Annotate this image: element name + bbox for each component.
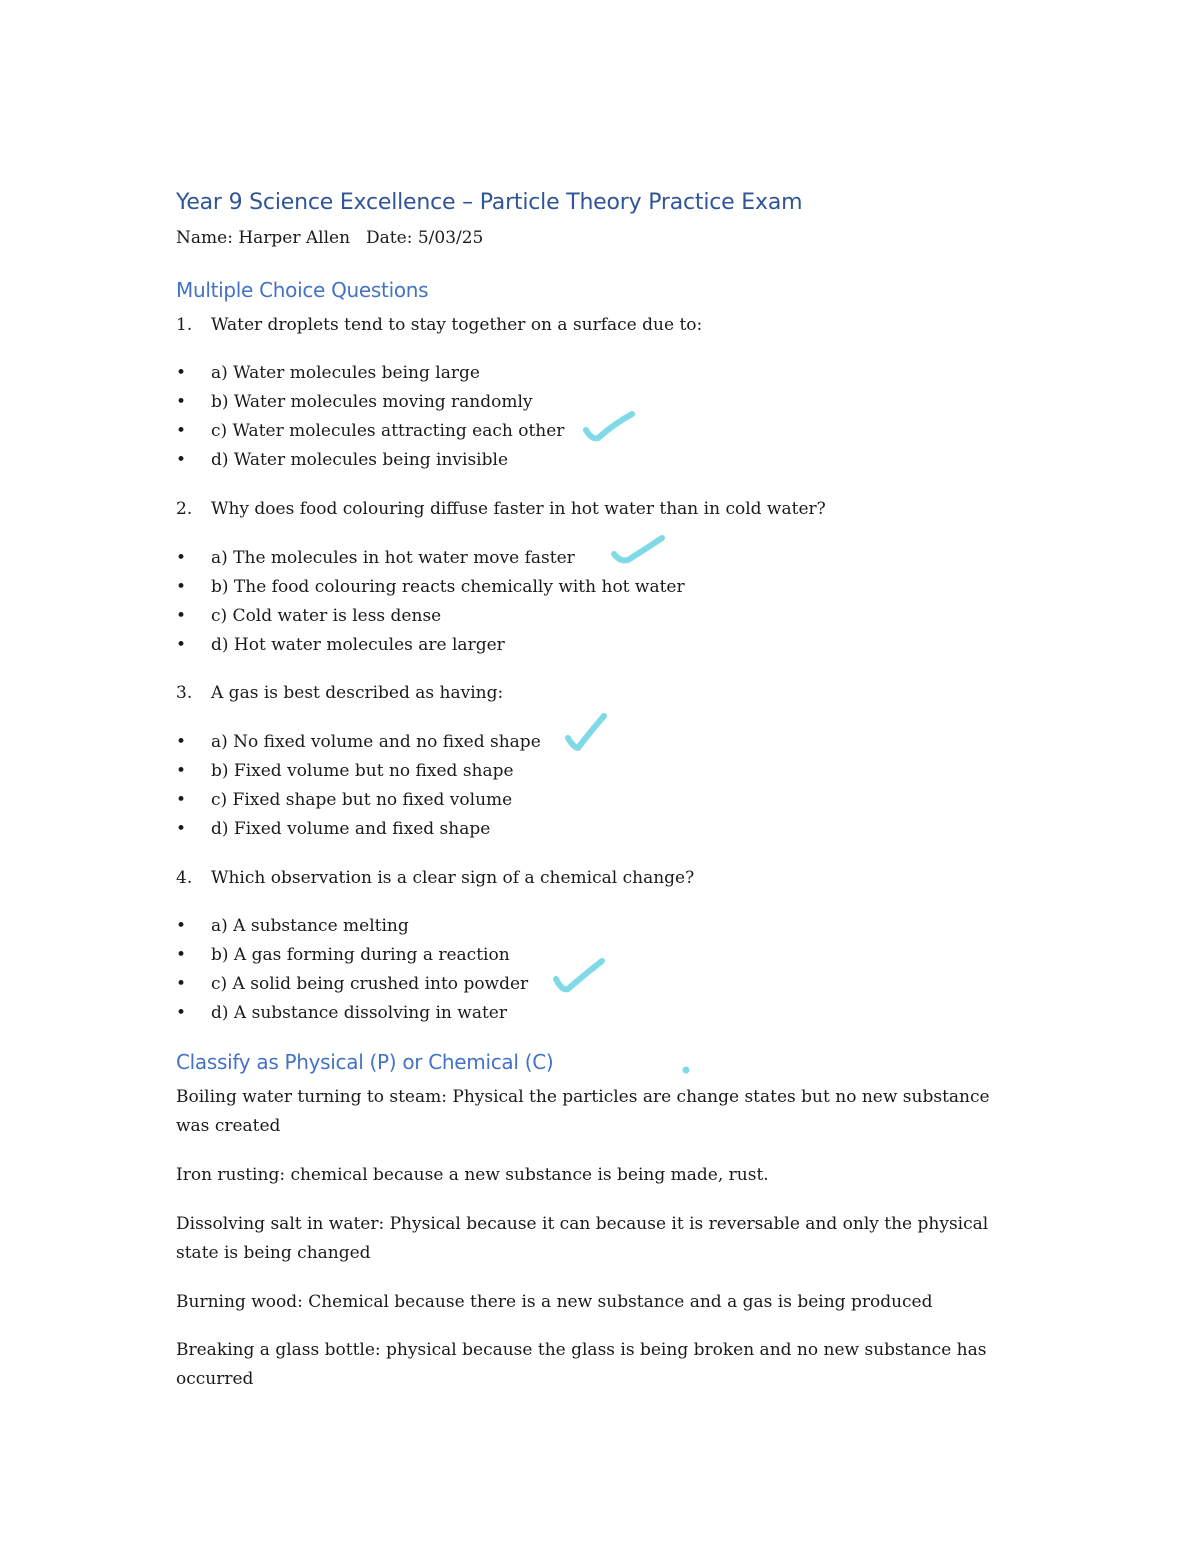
option-d: d) Water molecules being invisible: [211, 450, 509, 470]
bullet: •: [176, 450, 187, 470]
classify-answer-burning: Burning wood: Chemical because there is a new substance and a gas is being produced: [176, 1292, 933, 1312]
check-mark-icon: [608, 530, 670, 570]
option-d: d) Hot water molecules are larger: [211, 635, 505, 655]
exam-title: Year 9 Science Excellence – Particle Theory Practice Exam: [176, 190, 803, 215]
bullet: •: [176, 363, 187, 383]
bullet: •: [176, 606, 187, 626]
check-mark-icon: [580, 408, 640, 448]
question-text: Why does food colouring diffuse faster in hot water than in cold water?: [211, 499, 826, 519]
option-c: c) A solid being crushed into powder: [211, 974, 529, 994]
classify-answer-rusting: Iron rusting: chemical because a new substance is being made, rust.: [176, 1165, 769, 1185]
bullet: •: [176, 761, 187, 781]
bullet: •: [176, 916, 187, 936]
question-number: 3.: [176, 683, 193, 703]
check-mark-icon: [562, 710, 614, 756]
ink-dot-icon: [680, 1064, 692, 1076]
exam-date: Date: 5/03/25: [366, 228, 484, 248]
student-name: Name: Harper Allen: [176, 228, 351, 248]
option-c: c) Fixed shape but no fixed volume: [211, 790, 513, 810]
option-a: a) A substance melting: [211, 916, 409, 936]
question-number: 4.: [176, 868, 193, 888]
bullet: •: [176, 790, 187, 810]
classify-heading: Classify as Physical (P) or Chemical (C): [176, 1050, 554, 1074]
name-date-line: [176, 228, 483, 248]
option-b: b) Water molecules moving randomly: [211, 392, 533, 412]
bullet: •: [176, 577, 187, 597]
bullet: •: [176, 945, 187, 965]
question-number: 1.: [176, 315, 193, 335]
option-c: c) Water molecules attracting each other: [211, 421, 565, 441]
option-a: a) No fixed volume and no fixed shape: [211, 732, 541, 752]
bullet: •: [176, 421, 187, 441]
bullet: •: [176, 974, 187, 994]
option-b: b) A gas forming during a reaction: [211, 945, 510, 965]
bullet: •: [176, 548, 187, 568]
option-c: c) Cold water is less dense: [211, 606, 442, 626]
option-a: a) The molecules in hot water move faster: [211, 548, 575, 568]
question-text: Which observation is a clear sign of a chemical change?: [211, 868, 695, 888]
check-mark-icon: [550, 955, 610, 997]
question-number: 2.: [176, 499, 193, 519]
bullet: •: [176, 732, 187, 752]
option-b: b) Fixed volume but no fixed shape: [211, 761, 514, 781]
mcq-heading: Multiple Choice Questions: [176, 278, 429, 302]
option-d: d) Fixed volume and fixed shape: [211, 819, 491, 839]
question-text: A gas is best described as having:: [211, 683, 504, 703]
option-a: a) Water molecules being large: [211, 363, 480, 383]
option-d: d) A substance dissolving in water: [211, 1003, 507, 1023]
classify-answer-breaking: Breaking a glass bottle: physical because the glass is being broken and no new substance has occurred: [176, 1340, 987, 1389]
bullet: •: [176, 819, 187, 839]
classify-answer-dissolving: Dissolving salt in water: Physical because it can because it is reversable and only the physical state is being changed: [176, 1214, 989, 1263]
bullet: •: [176, 1003, 187, 1023]
bullet: •: [176, 392, 187, 412]
classify-answer-boiling: Boiling water turning to steam: Physical the particles are change states but no new substance was created: [176, 1087, 990, 1136]
option-b: b) The food colouring reacts chemically with hot water: [211, 577, 685, 597]
question-text: Water droplets tend to stay together on a surface due to:: [211, 315, 703, 335]
bullet: •: [176, 635, 187, 655]
